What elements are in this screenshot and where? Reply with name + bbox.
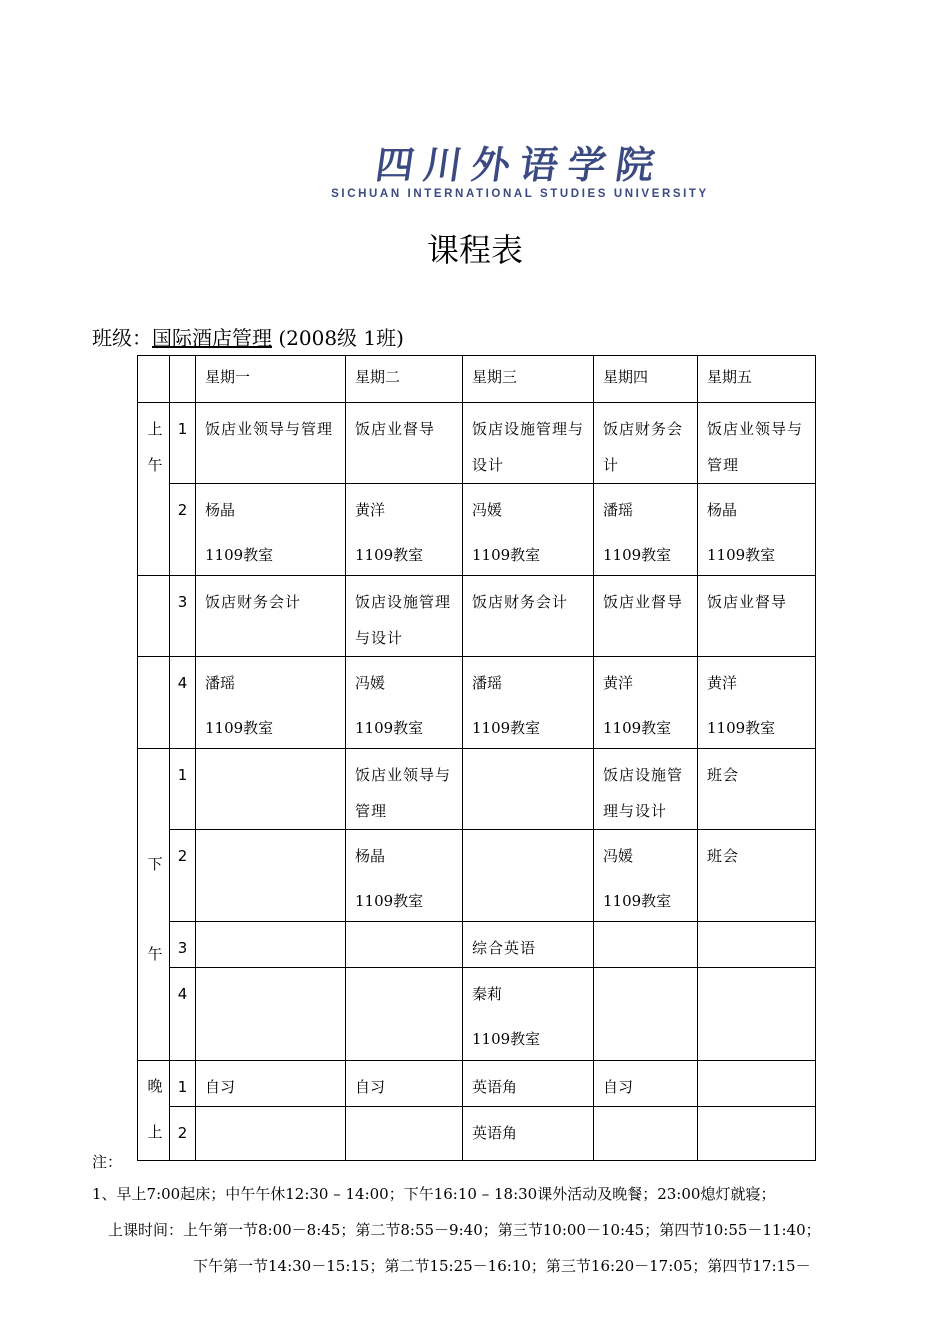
room-label: 1109教室	[603, 892, 672, 910]
teacher-room-cell	[346, 968, 463, 1061]
room-label: 1109教室	[707, 719, 776, 737]
course-cell: 英语角	[463, 1107, 594, 1161]
corner-cell	[170, 356, 196, 403]
teacher-room-cell	[594, 968, 698, 1061]
course-cell	[196, 749, 346, 830]
course-cell	[463, 749, 594, 830]
teacher-room-cell	[463, 657, 594, 749]
teacher-room-cell	[594, 830, 698, 922]
university-logo	[270, 142, 770, 208]
period-number: 3	[170, 576, 196, 657]
page-title: 课程表	[426, 231, 523, 269]
period-number: 4	[170, 968, 196, 1061]
course-cell: 饭店业督导	[594, 576, 698, 657]
course-cell	[698, 1107, 816, 1161]
course-cell: 自习	[346, 1061, 463, 1107]
course-cell: 饭店设施管理与设计	[346, 576, 463, 657]
teacher-name: 黄洋	[603, 674, 634, 692]
period-number: 3	[170, 922, 196, 968]
day-header: 星期二	[346, 356, 463, 403]
course-cell: 饭店业领导与管理	[196, 403, 346, 484]
note-line-3: 下午第一节14:30－15:15；第二节15:25－16:10；第三节16:20－17:05；第四节17:15－	[193, 1257, 811, 1275]
schedule-table	[137, 355, 816, 1161]
course-cell: 饭店财务会计	[463, 576, 594, 657]
course-cell: 饭店设施管理与设计	[463, 403, 594, 484]
room-label: 1109教室	[603, 719, 672, 737]
teacher-room-cell	[698, 968, 816, 1061]
room-label: 1109教室	[355, 892, 424, 910]
logo-chinese-name: 四川外语学院	[372, 143, 668, 187]
period-number: 1	[170, 403, 196, 484]
course-cell	[698, 1061, 816, 1107]
course-cell: 饭店财务会计	[196, 576, 346, 657]
teacher-room-cell	[594, 484, 698, 576]
teacher-name: 班会	[707, 847, 740, 865]
teacher-room-cell	[463, 484, 594, 576]
day-header: 星期一	[196, 356, 346, 403]
period-number: 4	[170, 657, 196, 749]
table-row	[138, 1061, 816, 1107]
room-label: 1109教室	[707, 546, 776, 564]
teacher-room-cell	[346, 830, 463, 922]
note-line-2: 上课时间：上午第一节8:00－8:45；第二节8:55－9:40；第三节10:00－10:45；第四节10:55－11:40；	[108, 1221, 821, 1239]
segment-empty	[138, 576, 170, 657]
teacher-name: 黄洋	[355, 501, 386, 519]
teacher-room-cell	[698, 657, 816, 749]
teacher-name: 杨晶	[205, 501, 236, 519]
corner-cell	[138, 356, 170, 403]
course-cell: 饭店业督导	[698, 576, 816, 657]
course-cell: 饭店设施管理与设计	[594, 749, 698, 830]
table-row	[138, 968, 816, 1061]
teacher-name: 潘瑶	[472, 674, 503, 692]
room-label: 1109教室	[205, 719, 274, 737]
course-cell: 饭店业领导与管理	[698, 403, 816, 484]
table-row	[138, 1107, 816, 1161]
notes-label: 注：	[92, 1153, 123, 1171]
teacher-name: 杨晶	[355, 847, 386, 865]
table-row	[138, 576, 816, 657]
class-label: 班级：	[92, 326, 152, 350]
course-cell: 班会	[698, 749, 816, 830]
teacher-room-cell	[463, 830, 594, 922]
class-detail: (2008级 1班)	[272, 326, 404, 350]
note-line-1: 1、早上7:00起床；中午午休12:30 – 14:00；下午16:10 – 18:30课外活动及晚餐；23:00熄灯就寝；	[92, 1185, 776, 1203]
room-label: 1109教室	[472, 719, 541, 737]
course-cell: 综合英语	[463, 922, 594, 968]
course-cell: 英语角	[463, 1061, 594, 1107]
room-label: 1109教室	[603, 546, 672, 564]
course-cell: 饭店业领导与管理	[346, 749, 463, 830]
teacher-room-cell	[196, 968, 346, 1061]
period-number: 1	[170, 1061, 196, 1107]
course-cell: 自习	[594, 1061, 698, 1107]
teacher-room-cell	[346, 484, 463, 576]
teacher-room-cell	[346, 657, 463, 749]
course-cell: 饭店业督导	[346, 403, 463, 484]
room-label: 1109教室	[355, 719, 424, 737]
course-cell	[346, 1107, 463, 1161]
teacher-room-cell	[594, 657, 698, 749]
teacher-name: 杨晶	[707, 501, 738, 519]
table-row	[138, 403, 816, 484]
course-cell	[594, 922, 698, 968]
course-cell	[698, 922, 816, 968]
period-number: 2	[170, 1107, 196, 1161]
course-cell	[594, 1107, 698, 1161]
teacher-name: 秦莉	[472, 985, 503, 1003]
teacher-name: 潘瑶	[603, 501, 634, 519]
table-row	[138, 830, 816, 922]
teacher-name: 冯媛	[472, 501, 503, 519]
logo-english-name: SICHUAN INTERNATIONAL STUDIES UNIVERSITY	[331, 188, 709, 200]
table-row	[138, 749, 816, 830]
teacher-name: 冯媛	[355, 674, 386, 692]
room-label: 1109教室	[205, 546, 274, 564]
class-name: 国际酒店管理	[152, 326, 272, 350]
period-number: 2	[170, 484, 196, 576]
day-header: 星期五	[698, 356, 816, 403]
table-row	[138, 922, 816, 968]
period-number: 2	[170, 830, 196, 922]
teacher-room-cell	[196, 484, 346, 576]
teacher-name: 潘瑶	[205, 674, 236, 692]
teacher-room-cell	[698, 484, 816, 576]
segment-empty	[138, 657, 170, 749]
teacher-name: 冯媛	[603, 847, 634, 865]
table-row	[138, 484, 816, 576]
table-header-row	[138, 356, 816, 403]
teacher-room-cell	[196, 830, 346, 922]
room-label: 1109教室	[472, 1030, 541, 1048]
course-cell	[196, 1107, 346, 1161]
course-cell	[196, 922, 346, 968]
teacher-name: 黄洋	[707, 674, 738, 692]
segment-evening: 晚 上	[138, 1061, 170, 1161]
table-row	[138, 657, 816, 749]
room-label: 1109教室	[472, 546, 541, 564]
course-cell	[346, 922, 463, 968]
teacher-room-cell	[698, 830, 816, 922]
period-number: 1	[170, 749, 196, 830]
segment-afternoon: 下 午	[138, 749, 170, 1061]
segment-morning: 上 午	[138, 403, 170, 576]
teacher-room-cell	[196, 657, 346, 749]
day-header: 星期四	[594, 356, 698, 403]
day-header: 星期三	[463, 356, 594, 403]
teacher-room-cell	[463, 968, 594, 1061]
course-cell: 饭店财务会计	[594, 403, 698, 484]
class-info	[92, 322, 404, 354]
course-cell: 自习	[196, 1061, 346, 1107]
room-label: 1109教室	[355, 546, 424, 564]
